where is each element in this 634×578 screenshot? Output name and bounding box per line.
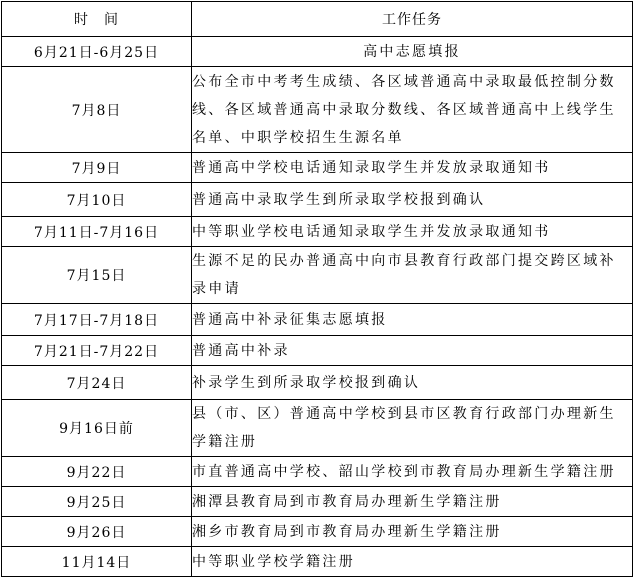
table-row (2, 183, 633, 217)
row-time: 7月10日 (2, 183, 192, 217)
table-row (2, 37, 633, 67)
table-row (2, 217, 633, 247)
row-time: 6月21日-6月25日 (2, 37, 192, 67)
row-task: 普通高中补录 (192, 336, 633, 366)
row-task: 中等职业学校学籍注册 (192, 547, 633, 577)
table-header-row (2, 2, 633, 37)
row-task: 普通高中录取学生到所录取学校报到确认 (192, 183, 633, 217)
table-row (2, 457, 633, 487)
row-time: 7月9日 (2, 153, 192, 183)
table-row (2, 547, 633, 577)
row-time: 9月26日 (2, 517, 192, 547)
row-task: 县（市、区）普通高中学校到县市区教育行政部门办理新生学籍注册 (192, 400, 633, 457)
row-time: 9月22日 (2, 457, 192, 487)
row-time: 9月16日前 (2, 400, 192, 457)
row-task: 普通高中学校电话通知录取学生并发放录取通知书 (192, 153, 633, 183)
enrollment-schedule-table (1, 1, 633, 577)
row-time: 7月15日 (2, 247, 192, 304)
table-row (2, 67, 633, 153)
table-row (2, 336, 633, 366)
row-time: 9月25日 (2, 487, 192, 517)
row-task: 高中志愿填报 (192, 37, 633, 67)
row-task: 市直普通高中学校、韶山学校到市教育局办理新生学籍注册 (192, 457, 633, 487)
row-time: 11月14日 (2, 547, 192, 577)
table-row (2, 366, 633, 400)
row-task: 普通高中补录征集志愿填报 (192, 304, 633, 336)
row-time: 7月8日 (2, 67, 192, 153)
table-row (2, 517, 633, 547)
row-task: 生源不足的民办普通高中向市县教育行政部门提交跨区域补录申请 (192, 247, 633, 304)
row-time: 7月17日-7月18日 (2, 304, 192, 336)
row-task: 湘潭县教育局到市教育局办理新生学籍注册 (192, 487, 633, 517)
header-time: 时 间 (2, 2, 192, 37)
table-row (2, 304, 633, 336)
row-time: 7月24日 (2, 366, 192, 400)
row-task: 公布全市中考考生成绩、各区域普通高中录取最低控制分数线、各区域普通高中录取分数线、各区域普通高中上线学生名单、中职学校招生生源名单 (192, 67, 633, 153)
header-task: 工作任务 (192, 2, 633, 37)
table-row (2, 247, 633, 304)
table-row (2, 153, 633, 183)
row-time: 7月21日-7月22日 (2, 336, 192, 366)
row-task: 中等职业学校电话通知录取学生并发放录取通知书 (192, 217, 633, 247)
table-row (2, 487, 633, 517)
table-body (2, 37, 633, 577)
row-time: 7月11日-7月16日 (2, 217, 192, 247)
row-task: 补录学生到所录取学校报到确认 (192, 366, 633, 400)
row-task: 湘乡市教育局到市教育局办理新生学籍注册 (192, 517, 633, 547)
table-row (2, 400, 633, 457)
